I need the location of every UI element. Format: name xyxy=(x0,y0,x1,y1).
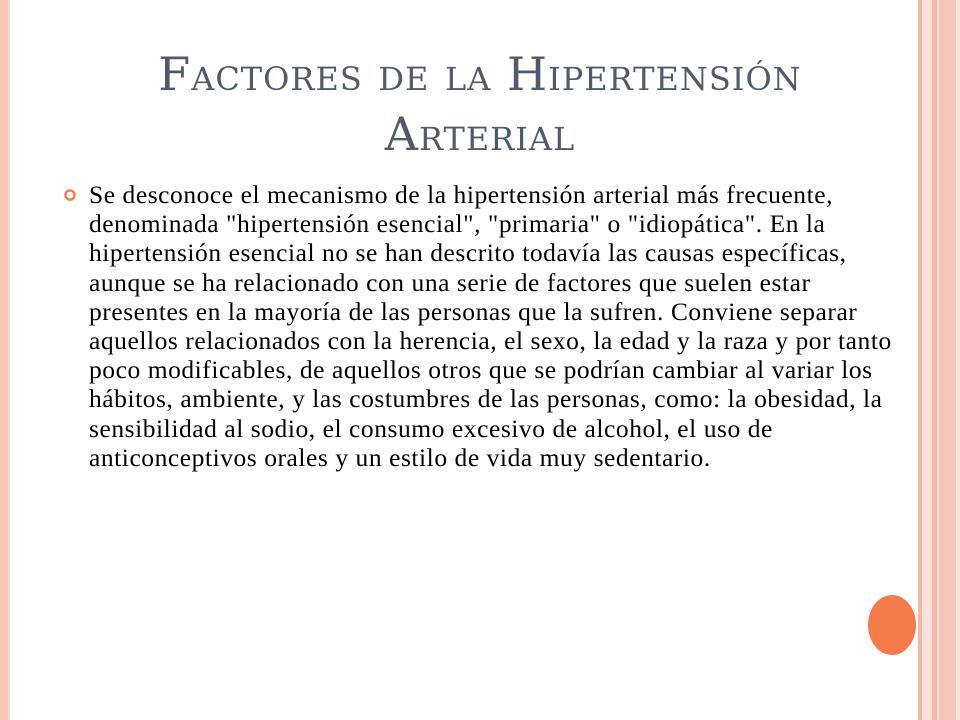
orange-circle-decoration xyxy=(868,595,916,655)
title-line-1: Factores de la Hipertensión xyxy=(158,47,802,101)
title-line-2: Arterial xyxy=(384,107,576,161)
list-item xyxy=(60,180,900,472)
slide-title xyxy=(60,44,900,164)
right-stripes-decoration xyxy=(918,0,960,720)
ring-bullet-icon xyxy=(63,188,77,202)
bullet-text: Se desconoce el mecanismo de la hipertensión arterial más frecuente, denominada "hipertensión esencial", "primaria" o "idiopática". En la hipertensión esencial no se han descrito todavía las causas específicas, aunque se ha relacionado con una serie de factores que suelen estar presentes en la mayoría de las personas que la sufren. Conviene separar aquellos relacionados con la herencia, el sexo, la edad y la raza y por tanto poco modificables, de aquellos otros que se podrían cambiar al variar los hábitos, ambiente, y las costumbres de las personas, como: la obesidad, la sensibilidad al sodio, el consumo excesivo de alcohol, el uso de anticonceptivos orales y un estilo de vida muy sedentario. xyxy=(89,180,892,472)
left-border-decoration xyxy=(0,0,8,720)
bullet-list xyxy=(60,180,900,472)
